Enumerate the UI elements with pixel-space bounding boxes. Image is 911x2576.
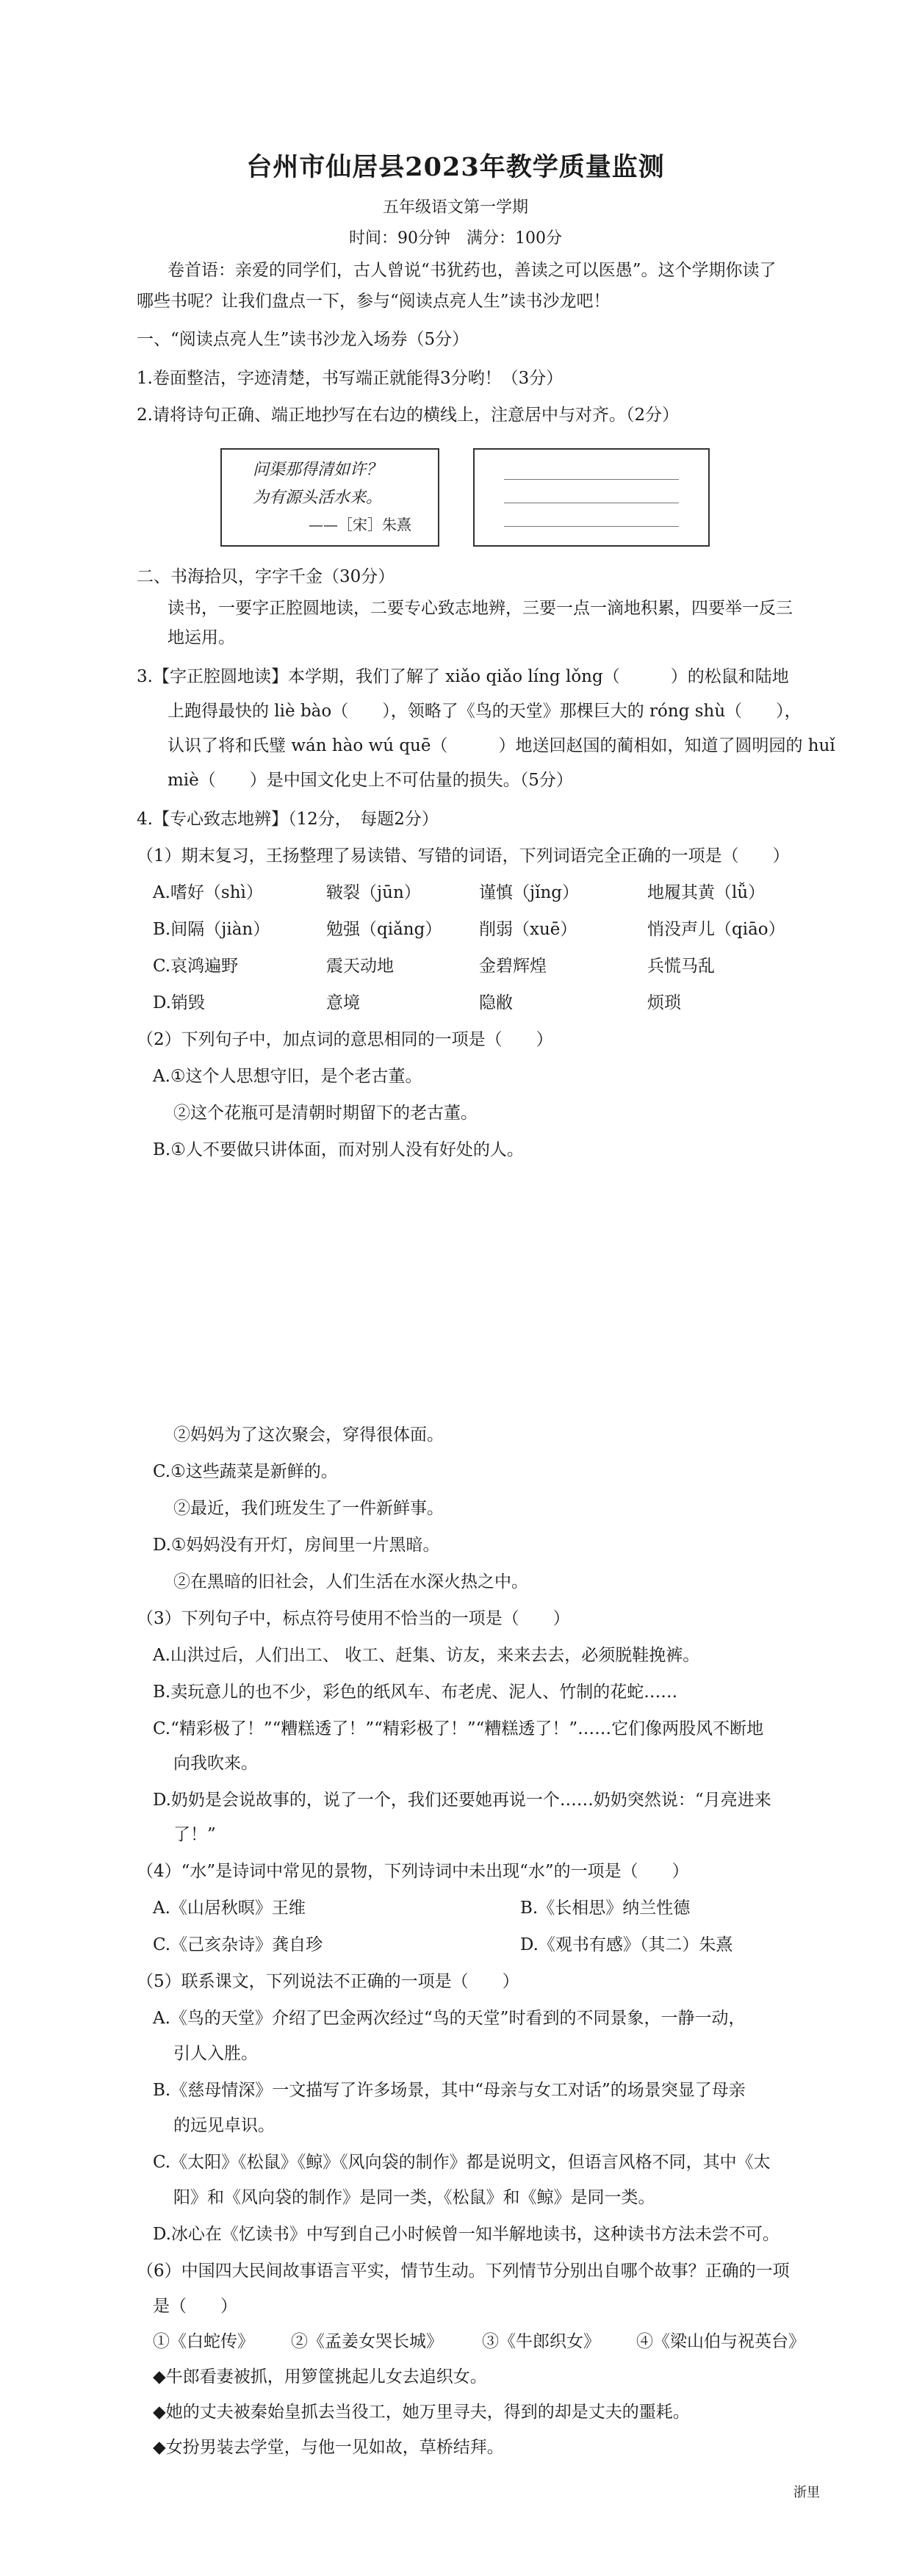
section-heading: 一、“阅读点亮人生”读书沙龙入场券（5分） — [137, 330, 469, 349]
subtitle: 五年级语文第一学期 — [382, 198, 528, 217]
option: B.《长相思》纳兰性德 — [520, 1899, 691, 1918]
option: 引人入胜。 — [173, 2044, 258, 2063]
q4-6-stem: 是（ ） — [153, 2297, 237, 2316]
question-4-heading: 4.【专心致志地辨】（12分， 每题2分） — [137, 810, 439, 829]
option: B.间隔（jiàn） — [153, 920, 270, 939]
option: 金碧辉煌 — [479, 957, 547, 976]
plot-item: ◆牛郎看妻被抓，用箩筐挑起儿女去追织女。 — [153, 2367, 487, 2386]
option: 谨慎（jǐng） — [479, 883, 580, 902]
section-heading: 二、书海拾贝，字字千金（30分） — [137, 567, 395, 586]
option: C.《己亥杂诗》龚自珍 — [153, 1935, 323, 1954]
q4-2-stem: （2）下列句子中，加点词的意思相同的一项是（ ） — [137, 1030, 553, 1049]
plot-item: ◆她的丈夫被秦始皇抓去当役工，她万里寻夫，得到的却是丈夫的噩耗。 — [153, 2403, 690, 2422]
option: 地履其黄（lǚ） — [647, 883, 766, 902]
option: C.哀鸿遍野 — [153, 957, 239, 976]
option: 皲裂（jūn） — [326, 883, 421, 902]
option: B.①人不要做只讲体面，而对别人没有好处的人。 — [153, 1140, 524, 1159]
time-score: 时间：90分钟 满分：100分 — [349, 229, 562, 248]
option: ②妈妈为了这次聚会，穿得很体面。 — [173, 1425, 444, 1444]
writing-box — [473, 448, 710, 547]
option: A.山洪过后，人们出工、 收工、赶集、访友，来来去去，必须脱鞋挽裤。 — [153, 1646, 700, 1665]
section-intro: 读书，一要字正腔圆地读，二要专心致志地辨，三要一点一滴地积累，四要举一反三 — [168, 599, 793, 618]
option: A.《山居秋暝》王维 — [153, 1899, 306, 1918]
intro-line: 哪些书呢？让我们盘点一下，参与“阅读点亮人生”读书沙龙吧！ — [137, 292, 611, 311]
q4-3-stem: （3）下列句子中，标点符号使用不恰当的一项是（ ） — [137, 1609, 570, 1628]
option: D.①妈妈没有开灯，房间里一片黑暗。 — [153, 1536, 440, 1555]
page-title: 台州市仙居县2023年教学质量监测 — [246, 152, 665, 182]
option: 勉强（qiǎng） — [326, 920, 442, 939]
q4-5-stem: （5）联系课文，下列说法不正确的一项是（ ） — [137, 1972, 519, 1991]
question-1: 1.卷面整洁，字迹清楚，书写端正就能得3分哟！（3分） — [137, 369, 563, 388]
question-3: 上跑得最快的 liè bào（ ），领略了《鸟的天堂》那棵巨大的 róng shù（ ）， — [168, 702, 802, 721]
option: A.嗜好（shì） — [153, 883, 263, 902]
q4-4-stem: （4）“水”是诗词中常见的景物，下列诗词中未出现“水”的一项是（ ） — [137, 1862, 689, 1881]
option: ①《白蛇传》 — [153, 2332, 254, 2351]
option: D.冰心在《忆读书》中写到自己小时候曾一知半解地读书，这种读书方法未尝不可。 — [153, 2225, 779, 2244]
option: 阳》和《风向袋的制作》是同一类，《松鼠》和《鲸》是同一类。 — [173, 2188, 655, 2207]
q4-6-stem: （6）中国四大民间故事语言平实，情节生动。下列情节分别出自哪个故事？正确的一项 — [137, 2262, 790, 2281]
option: C.①这些蔬菜是新鲜的。 — [153, 1462, 338, 1481]
poem-author: ——［宋］朱熹 — [309, 516, 411, 533]
option: 削弱（xuē） — [479, 920, 577, 939]
writing-line[interactable] — [504, 479, 679, 480]
question-2: 2.请将诗句正确、端正地抄写在右边的横线上，注意居中与对齐。（2分） — [137, 406, 680, 425]
option: 兵慌马乱 — [647, 957, 715, 976]
option: ③《牛郎织女》 — [482, 2332, 600, 2351]
writing-line[interactable] — [504, 526, 679, 527]
poem-line: 问渠那得清如许？ — [253, 461, 383, 479]
option: 隐敝 — [479, 993, 513, 1012]
option: D.销毁 — [153, 993, 205, 1012]
option: B.《慈母情深》一文描写了许多场景，其中“母亲与女工对话”的场景突显了母亲 — [153, 2081, 746, 2100]
option: 悄没声儿（qiāo） — [647, 920, 785, 939]
option: D.《观书有感》（其二）朱熹 — [520, 1935, 733, 1954]
plot-item: ◆女扮男装去学堂，与他一见如故，草桥结拜。 — [153, 2438, 504, 2457]
option: B.卖玩意儿的也不少，彩色的纸风车、布老虎、泥人、竹制的花蛇…… — [153, 1683, 678, 1702]
option: ②这个花瓶可是清朝时期留下的老古董。 — [173, 1104, 478, 1123]
question-3: miè（ ）是中国文化史上不可估量的损失。（5分） — [168, 771, 573, 790]
option: 震天动地 — [326, 957, 394, 976]
option: 烦琐 — [647, 993, 681, 1012]
option: ②最近，我们班发生了一件新鲜事。 — [173, 1499, 444, 1518]
option: D.奶奶是会说故事的，说了一个，我们还要她再说一个……奶奶突然说：“月亮进来 — [153, 1791, 771, 1810]
option: 的远见卓识。 — [173, 2116, 275, 2135]
q4-1-stem: （1）期末复习，王扬整理了易读错、写错的词语，下列词语完全正确的一项是（ ） — [137, 846, 790, 866]
option: ②在黑暗的旧社会，人们生活在水深火热之中。 — [173, 1572, 528, 1591]
option: A.《鸟的天堂》介绍了巴金两次经过“鸟的天堂”时看到的不同景象，一静一动， — [153, 2009, 746, 2028]
poem-box — [220, 448, 439, 547]
option: A.①这个人思想守旧，是个老古董。 — [153, 1067, 422, 1086]
question-3: 认识了将和氏璧 wán hào wú quē（ ）地送回赵国的蔺相如，知道了圆明园的 huǐ — [168, 736, 835, 755]
option: C.“精彩极了！”“糟糕透了！”“精彩极了！”“糟糕透了！”……它们像两股风不断地 — [153, 1719, 764, 1738]
option: 了！” — [173, 1825, 216, 1844]
option: ②《孟姜女哭长城》 — [291, 2332, 443, 2351]
option: C.《太阳》《松鼠》《鲸》《风向袋的制作》都是说明文，但语言风格不同，其中《太 — [153, 2153, 771, 2172]
option: 向我吹来。 — [173, 1754, 258, 1773]
poem-line: 为有源头活水来。 — [253, 489, 383, 507]
option: 意境 — [326, 993, 360, 1012]
option: ④《梁山伯与祝英台》 — [636, 2332, 805, 2351]
question-3: 3.【字正腔圆地读】本学期，我们了解了 xiǎo qiǎo líng lǒng（ ）的松鼠和陆地 — [137, 667, 789, 686]
section-intro: 地运用。 — [168, 628, 235, 647]
intro-line: 卷首语：亲爱的同学们，古人曾说“书犹药也，善读之可以医愚”。这个学期你读了 — [168, 261, 777, 280]
footer-mark: 浙里 — [793, 2485, 820, 2500]
